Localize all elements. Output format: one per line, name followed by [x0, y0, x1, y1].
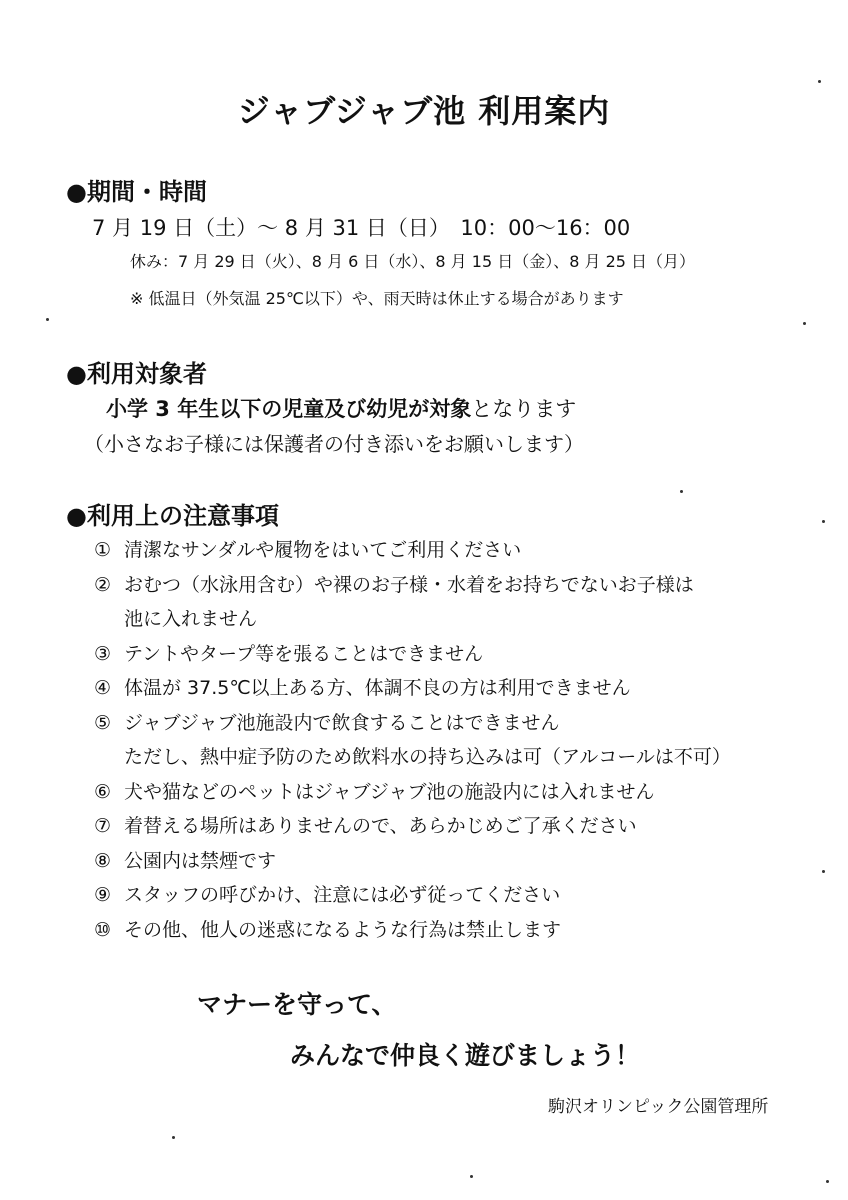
rule-text: スタッフの呼びかけ、注意には必ず従ってください: [124, 884, 561, 906]
rules-heading: ●利用上の注意事項: [66, 502, 279, 530]
rule-text: テントやタープ等を張ることはできません: [124, 642, 484, 665]
rule-item: [94, 777, 731, 812]
rule-number: ⑧: [94, 849, 112, 872]
rule-text: 公園内は禁煙です: [124, 849, 277, 872]
rule-number: ⑦: [94, 815, 112, 837]
closing-line-2: みんなで仲良く遊びましょう！: [290, 1041, 641, 1070]
rule-item: [94, 880, 731, 915]
rule-text: 体温が 37.5℃以上ある方、体調不良の方は利用できません: [124, 677, 631, 699]
guardian-note: （小さなお子様には保護者の付き添いをお願いします）: [84, 432, 584, 456]
rule-number: ⑨: [94, 884, 112, 906]
rule-text: 着替える場所はありませんので、あらかじめご了承ください: [124, 815, 637, 837]
organization-name: 駒沢オリンピック公園管理所: [548, 1097, 769, 1117]
rule-continuation: ただし、熱中症予防のため飲料水の持ち込みは可（アルコールは不可）: [124, 746, 731, 768]
rule-number: ③: [94, 642, 112, 665]
target-heading: ●利用対象者: [66, 360, 207, 388]
scan-speck: [172, 1136, 175, 1139]
rule-text: 犬や猫などのペットはジャブジャブ池の施設内には入れません: [124, 780, 655, 803]
rules-list: [94, 535, 731, 949]
scan-speck: [818, 80, 821, 83]
rule-item: [94, 708, 731, 743]
rule-continuation: 池に入れません: [124, 608, 258, 630]
rule-text: ジャブジャブ池施設内で飲食することはできません: [124, 711, 560, 734]
holiday-dates: 休み：7 月 29 日（火）、8 月 6 日（水）、8 月 15 日（金）、8 月 25 日（月）: [130, 252, 696, 271]
scan-speck: [826, 1180, 829, 1183]
rule-number: ④: [94, 677, 112, 699]
target-description-rest: となります: [471, 397, 577, 421]
rule-item: [94, 535, 731, 570]
rule-item: [94, 673, 731, 708]
weather-note: ※ 低温日（外気温 25℃以下）や、雨天時は休止する場合があります: [130, 289, 624, 308]
rule-number: ①: [94, 539, 112, 561]
target-description: [106, 393, 576, 423]
rule-text: おむつ（水泳用含む）や裸のお子様・水着をお持ちでないお子様は: [124, 573, 694, 596]
scan-speck: [803, 322, 806, 325]
rule-item: [94, 639, 731, 674]
page-title: ジャブジャブ池 利用案内: [237, 92, 611, 130]
period-dates: 7 月 19 日（土）～ 8 月 31 日（日） 10：00～16：00: [92, 216, 631, 240]
closing-line-1: マナーを守って、: [197, 990, 397, 1019]
rule-number: ⑩: [94, 918, 112, 941]
target-description-bold: 小学 3 年生以下の児童及び幼児が対象: [106, 397, 472, 421]
rule-text: 清潔なサンダルや履物をはいてご利用ください: [124, 539, 522, 561]
rule-item: [94, 846, 731, 881]
scan-speck: [822, 870, 825, 873]
rule-item: [94, 570, 731, 605]
rule-item: [94, 915, 731, 950]
period-heading: ●期間・時間: [66, 178, 207, 206]
scan-speck: [46, 318, 49, 321]
scan-speck: [822, 520, 825, 523]
rule-number: ⑥: [94, 780, 112, 803]
scan-speck: [680, 490, 683, 493]
rule-number: ⑤: [94, 711, 112, 734]
rule-text: その他、他人の迷惑になるような行為は禁止します: [124, 918, 562, 941]
scan-speck: [470, 1175, 473, 1178]
rule-item: [94, 811, 731, 846]
rule-number: ②: [94, 573, 112, 596]
